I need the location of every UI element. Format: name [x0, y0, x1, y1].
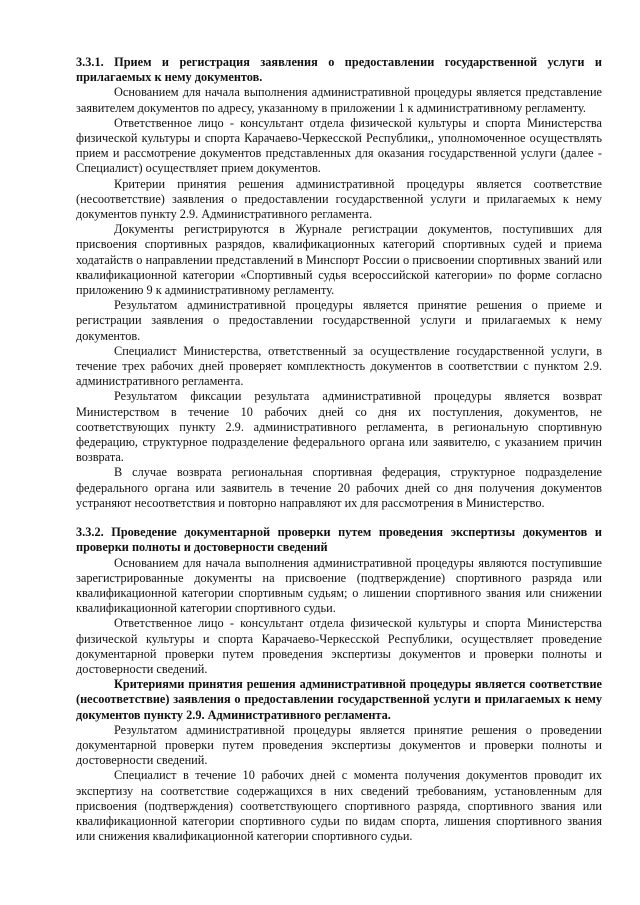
section-3-3-1	[76, 55, 602, 511]
paragraph: Критерии принятия решения административной процедуры является соответствие (несоответствие) заявления о предоставлении государственной услуги и прилагаемых к нему документов пункту 2.9. Административного регламента.	[76, 176, 602, 222]
section-3-3-2	[76, 525, 602, 844]
paragraph: Ответственное лицо - консультант отдела физической культуры и спорта Министерства физической культуры и спорта Карачаево-Черкесской Республики, осуществляет проведение документарной проверки путем проведения экспертизы документов и проверки полноты и достоверности сведений.	[76, 616, 602, 676]
paragraph: В случае возврата региональная спортивная федерация, структурное подразделение федерального органа или заявитель в течение 20 рабочих дней со дня получения документов устраняют несоответствия и повторно направляют их для рассмотрения в Министерство.	[76, 465, 602, 510]
section-heading: 3.3.1. Прием и регистрация заявления о предоставлении государственной услуги и прилагаемых к нему документов.	[76, 55, 602, 85]
paragraph: Основанием для начала выполнения административной процедуры является представление заявителем документов по адресу, указанному в приложении 1 к административному регламенту.	[76, 85, 602, 115]
paragraph: Результатом административной процедуры является принятие решения о приеме и регистрации заявления о предоставлении государственной услуги и прилагаемых к нему документов.	[76, 298, 602, 343]
paragraph: Специалист Министерства, ответственный за осуществление государственной услуги, в течение трех рабочих дней проверяет комплектность документов в соответствии с пунктом 2.9. административного регламента.	[76, 343, 602, 389]
paragraph: Документы регистрируются в Журнале регистрации документов, поступивших для присвоения спортивных разрядов, квалификационных категорий спортивных судей и приема ходатайств о направлении представлений в Минспорт России о присвоении спортивных званий или квалификационной категории «Спортивный судья всероссийской категории» по форме согласно приложению 9 к административному регламенту.	[76, 222, 602, 298]
paragraph: Результатом фиксации результата административной процедуры является возврат Министерством в течение 10 рабочих дней со дня их поступления, документов, не соответствующих пункту 2.9. административного регламента, в региональную спортивную федерацию, структурное подразделение федерального органа или заявителю, с указанием причин возврата.	[76, 389, 602, 465]
paragraph: Ответственное лицо - консультант отдела физической культуры и спорта Министерства физической культуры и спорта Карачаево-Черкесской Республики,, уполномоченное осуществлять прием и рассмотрение документов представленных для оказания государственной услуги (далее - Специалист) осуществляет прием документов.	[76, 115, 602, 176]
section-heading: 3.3.2. Проведение документарной проверки путем проведения экспертизы документов и проверки полноты и достоверности сведений	[76, 525, 602, 555]
paragraph-criteria: Критериями принятия решения административной процедуры является соответствие (несоответствие) заявления о предоставлении государственной услуги и прилагаемых к нему документов пункту 2.9. Административного регламента.	[76, 677, 602, 722]
paragraph: Основанием для начала выполнения административной процедуры являются поступившие зарегистрированные документы на присвоение (подтверждение) спортивного разряда или квалификационной категории спортивным судьям; о лишении спортивного звания или снижении квалификационной категории спортивного судьи.	[76, 555, 602, 616]
paragraph: Результатом административной процедуры является принятие решения о проведении документарной проверки путем проведения экспертизы документов и проверки полноты и достоверности сведений.	[76, 722, 602, 768]
paragraph: Специалист в течение 10 рабочих дней с момента получения документов проводит их экспертизу на соответствие содержащихся в них сведений требованиям, установленным для присвоения (подтверждения) соответствующего спортивного разряда, спортивного звания или квалификационной категории спортивного судьи по видам спорта, лишения спортивного звания или снижения квалификационной категории спортивного судьи.	[76, 768, 602, 844]
